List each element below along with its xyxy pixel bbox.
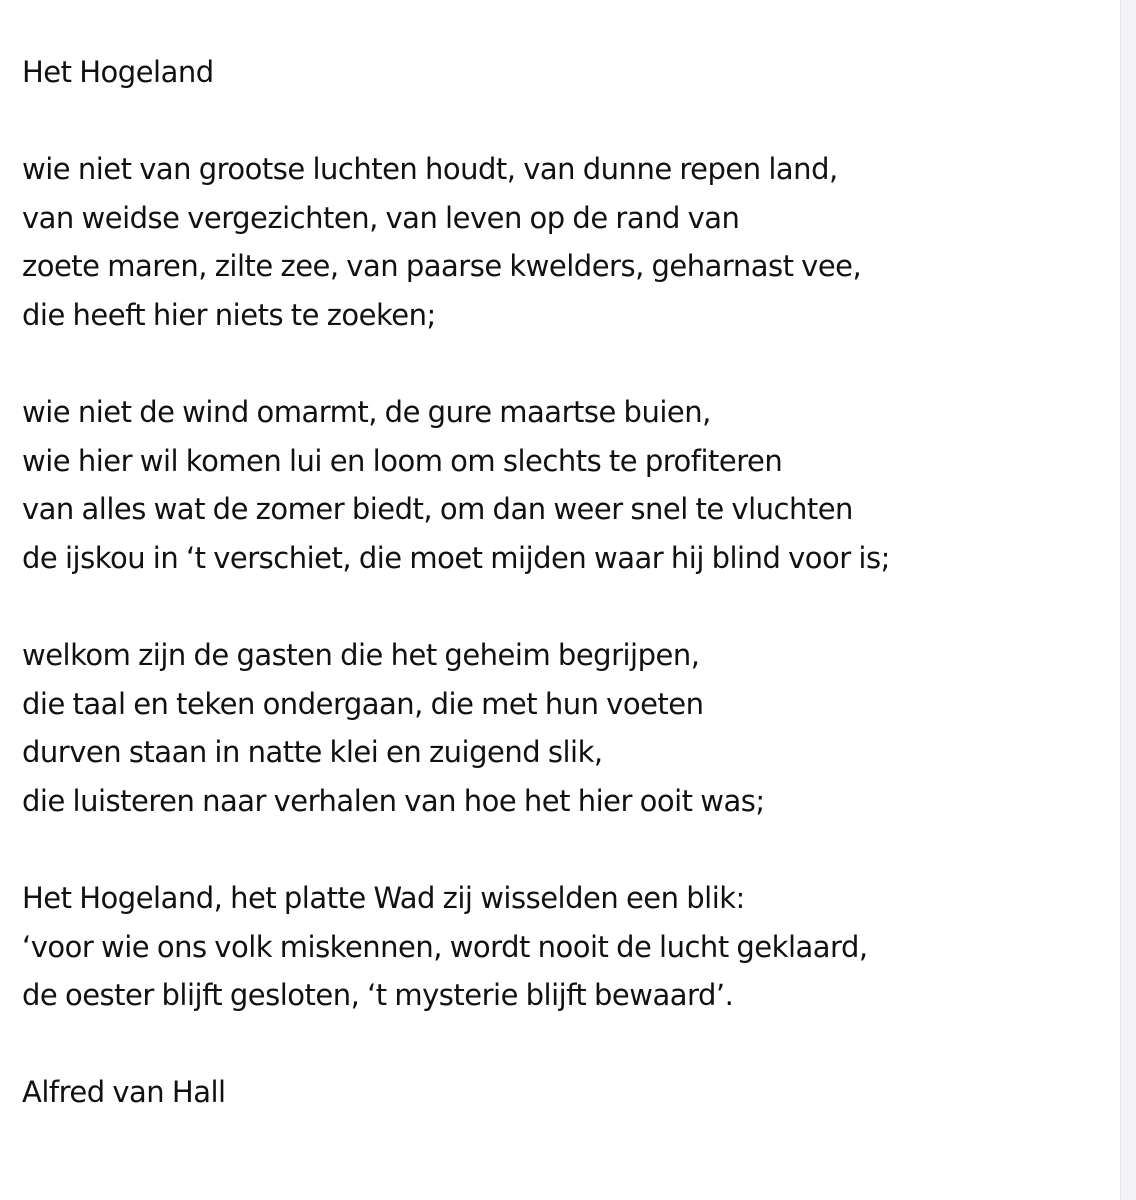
poem-line: durven staan in natte klei en zuigend slik, [22, 735, 603, 770]
poem-line: van alles wat de zomer biedt, om dan weer snel te vluchten [22, 492, 853, 527]
stanza-gap [22, 1020, 1102, 1069]
scroll-edge [1120, 0, 1136, 1200]
poem-line: zoete maren, zilte zee, van paarse kwelders, geharnast vee, [22, 249, 862, 284]
poem-line: die luisteren naar verhalen van hoe het hier ooit was; [22, 783, 765, 818]
stanza-gap [22, 583, 1102, 632]
poem-line: die taal en teken ondergaan, die met hun voeten [22, 686, 704, 721]
poem-author: Alfred van Hall [22, 1075, 226, 1110]
poem-line: van weidse vergezichten, van leven op de rand van [22, 200, 740, 235]
stanza-2 [22, 388, 1102, 582]
stanza-1 [22, 145, 1102, 339]
stanza-gap [22, 340, 1102, 389]
poem-title: Het Hogeland [22, 55, 214, 89]
poem-line: wie niet de wind omarmt, de gure maartse buien, [22, 395, 711, 430]
stanza-4 [22, 874, 1102, 1020]
poem-line: wie niet van grootse luchten houdt, van dunne repen land, [22, 152, 838, 187]
stanza-gap [22, 826, 1102, 875]
poem-line: wie hier wil komen lui en loom om slechts te profiteren [22, 443, 783, 478]
poem-line: die heeft hier niets te zoeken; [22, 297, 436, 332]
poem-line: ‘voor wie ons volk miskennen, wordt nooit de lucht geklaard, [22, 929, 868, 964]
poem-line: de oester blijft gesloten, ‘t mysterie blijft bewaard’. [22, 978, 734, 1013]
stanza-3 [22, 631, 1102, 825]
poem-line: Het Hogeland, het platte Wad zij wisselden een blik: [22, 881, 745, 916]
poem-line: de ijskou in ‘t verschiet, die moet mijden waar hij blind voor is; [22, 540, 890, 575]
stanza-gap [22, 97, 1102, 146]
poem [22, 48, 1102, 1117]
poem-line: welkom zijn de gasten die het geheim begrijpen, [22, 638, 700, 673]
